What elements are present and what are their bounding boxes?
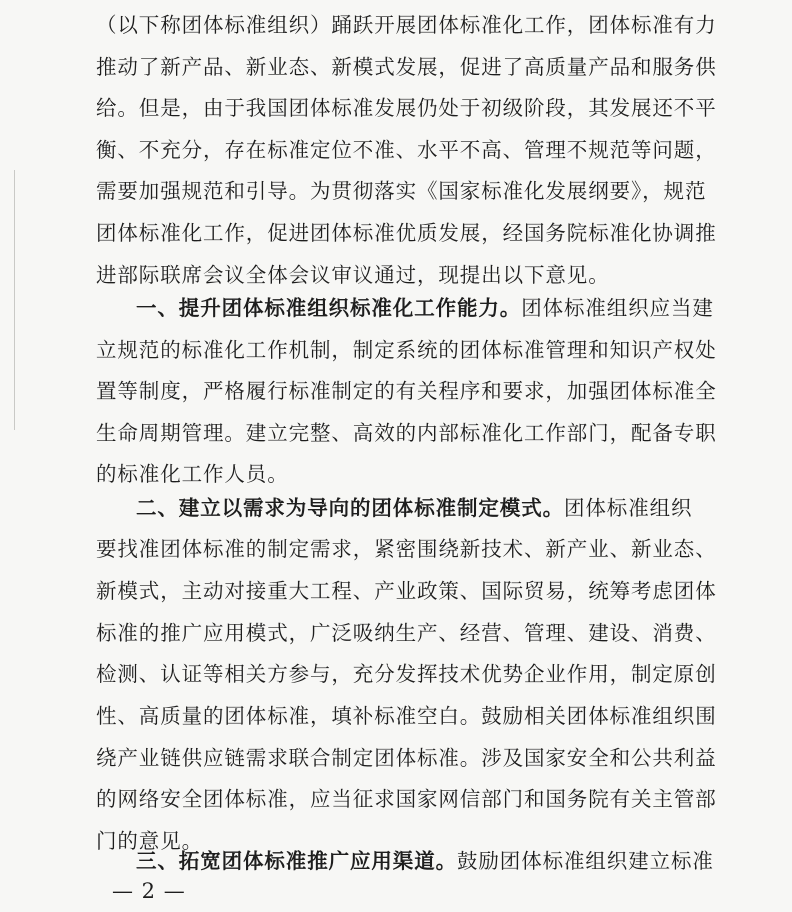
paragraph-line: 置等制度，严格履行标准制定的有关程序和要求，加强团体标准全	[96, 379, 717, 403]
paragraph-line: 检测、认证等相关方参与，充分发挥技术优势企业作用，制定原创	[96, 662, 717, 686]
section-2-heading: 二、建立以需求为导向的团体标准制定模式。	[136, 496, 564, 520]
paragraph-line: 需要加强规范和引导。为贯彻落实《国家标准化发展纲要》，规范	[96, 179, 707, 203]
paragraph-line: 立规范的标准化工作机制，制定系统的团体标准管理和知识产权处	[96, 338, 717, 362]
paragraph-line: （以下称团体标准组织）踊跃开展团体标准化工作，团体标准有力	[96, 13, 717, 37]
paragraph-line: 给。但是，由于我国团体标准发展仍处于初级阶段，其发展还不平	[96, 96, 717, 120]
scan-edge-mark	[14, 170, 15, 430]
paragraph-line: 门的意见。	[96, 829, 203, 853]
section-2-first-line	[136, 495, 692, 521]
paragraph-line: 生命周期管理。建立完整、高效的内部标准化工作部门，配备专职	[96, 421, 717, 445]
paragraph-line: 标准的推广应用模式，广泛吸纳生产、经营、管理、建设、消费、	[96, 621, 717, 645]
paragraph-line: 性、高质量的团体标准，填补标准空白。鼓励相关团体标准组织围	[96, 704, 717, 728]
section-3-first-line	[136, 848, 714, 874]
paragraph-line: 新模式，主动对接重大工程、产业政策、国际贸易，统筹考虑团体	[96, 579, 717, 603]
paragraph-line: 衡、不充分，存在标准定位不准、水平不高、管理不规范等问题，	[96, 138, 717, 162]
paragraph-line: 团体标准化工作，促进团体标准优质发展，经国务院标准化协调推	[96, 221, 717, 245]
page-number: — 2 —	[112, 879, 186, 903]
paragraph-line: 的标准化工作人员。	[96, 462, 289, 486]
section-1-first-line	[136, 295, 714, 321]
paragraph-line: 进部际联席会议全体会议审议通过，现提出以下意见。	[96, 263, 610, 287]
section-1-lead-text: 团体标准组织应当建	[521, 296, 714, 320]
paragraph-line: 绕产业链供应链需求联合制定团体标准。涉及国家安全和公共利益	[96, 746, 717, 770]
section-2-lead-text: 团体标准组织	[564, 496, 693, 520]
paragraph-line: 推动了新产品、新业态、新模式发展，促进了高质量产品和服务供	[96, 55, 717, 79]
section-3-lead-text: 鼓励团体标准组织建立标准	[457, 849, 714, 873]
paragraph-line: 要找准团体标准的制定需求，紧密围绕新技术、新产业、新业态、	[96, 537, 717, 561]
section-1-heading: 一、提升团体标准组织标准化工作能力。	[136, 296, 522, 320]
section-3-heading: 三、拓宽团体标准推广应用渠道。	[136, 849, 457, 873]
paragraph-line: 的网络安全团体标准，应当征求国家网信部门和国务院有关主管部	[96, 787, 717, 811]
